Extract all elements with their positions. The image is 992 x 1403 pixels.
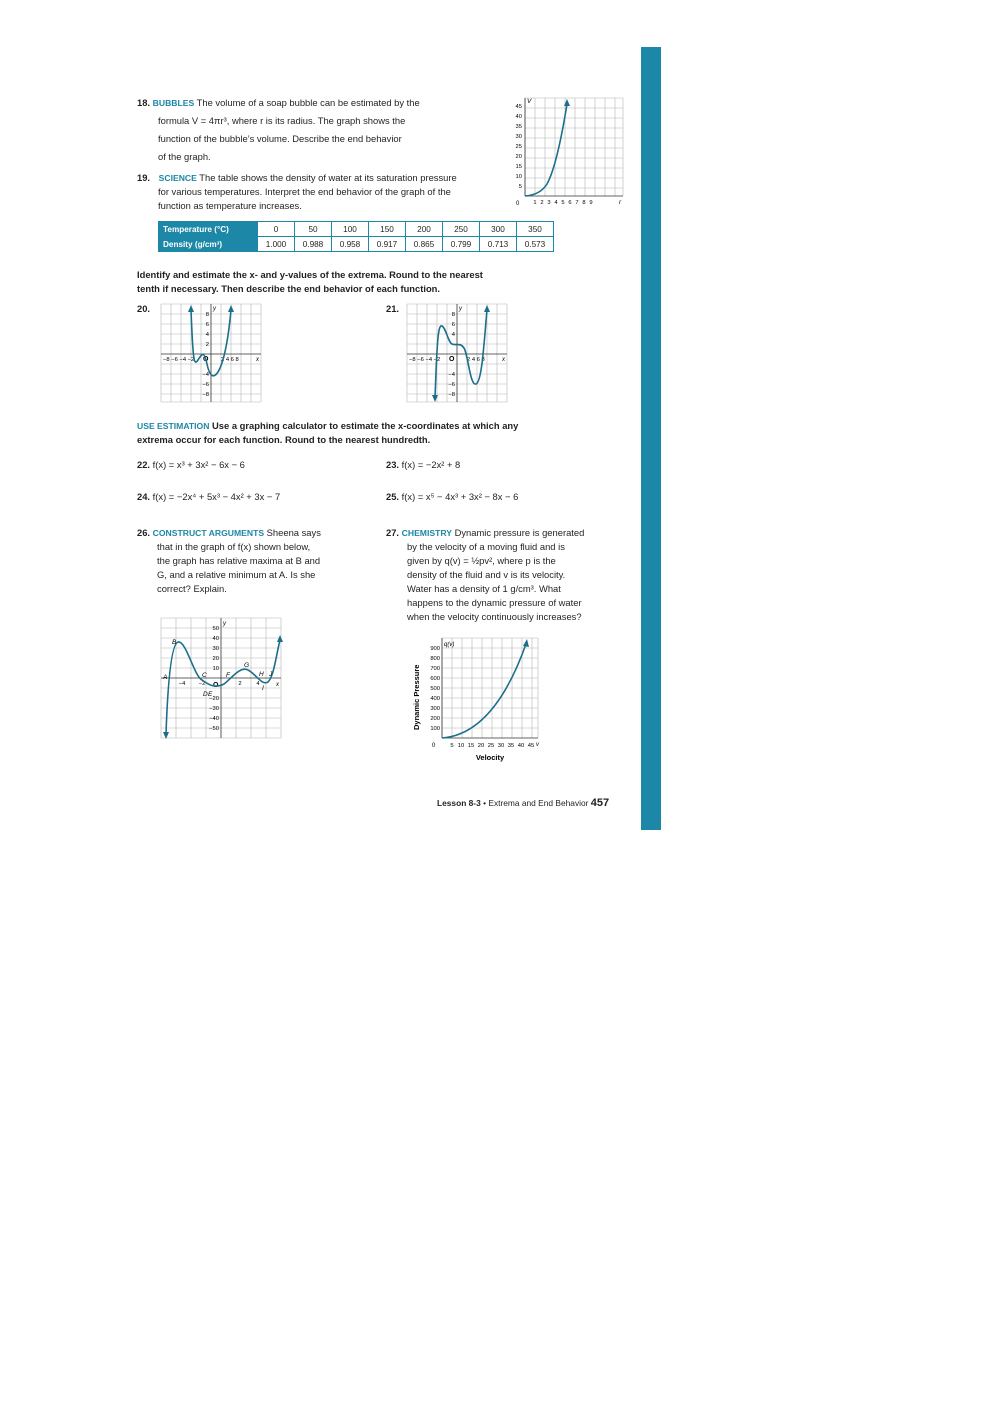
page-number: 457 <box>590 797 610 809</box>
point-label-c: C <box>202 672 207 679</box>
q21-ytick: −6 <box>448 382 455 388</box>
q18-ytick: 25 <box>515 144 522 150</box>
q21-ytick: 6 <box>451 322 455 328</box>
table-cell: 50 <box>295 222 332 237</box>
q18-ytick: 45 <box>515 104 522 110</box>
table-row-header: Temperature (°C) <box>159 222 258 237</box>
q26-ytick: −30 <box>209 706 219 712</box>
q19-text-1: The table shows the density of water at its saturation pressure <box>199 172 457 183</box>
arrow-up-icon <box>228 305 234 312</box>
table-cell: 0.713 <box>480 237 517 252</box>
table-cell: 300 <box>480 222 517 237</box>
table-cell: 350 <box>517 222 554 237</box>
instructions-line-2: tenth if necessary. Then describe the end behavior of each function. <box>137 283 441 294</box>
q27-xtick: 40 <box>517 743 525 749</box>
q18-xtick: 3 <box>547 200 551 206</box>
q27-ytick: 400 <box>430 696 440 702</box>
q27-x-title: Velocity <box>475 753 505 762</box>
q18-text-3: function of the bubble’s volume. Describe the end behavior <box>158 133 402 144</box>
q27-text-3: given by q(v) = ½pv², where p is the <box>407 555 556 566</box>
page-edge-color-bar <box>641 47 661 830</box>
q27-number: 27. <box>386 527 400 538</box>
q26-text-4: G, and a relative minimum at A. Is she <box>157 569 316 580</box>
q18-xtick: 7 <box>575 200 579 206</box>
question-27 <box>386 526 626 624</box>
q20-number: 20. <box>137 303 151 314</box>
q18-graph <box>505 96 627 208</box>
use-estimation-line-1 <box>137 419 577 433</box>
q19-text-2: for various temperatures. Interpret the end behavior of the graph of the <box>158 186 451 197</box>
q27-line-1 <box>386 526 626 540</box>
table-cell: 1.000 <box>258 237 295 252</box>
q26-text-2: that in the graph of f(x) shown below, <box>157 541 311 552</box>
q18-text-1: The volume of a soap bubble can be estimated by the <box>196 97 420 108</box>
page-footer <box>437 797 609 809</box>
q27-text-5: Water has a density of 1 g/cm³. What <box>407 583 561 594</box>
question-22 <box>137 459 245 470</box>
question-26 <box>137 526 367 596</box>
q27-ytick: 300 <box>430 706 440 712</box>
q26-ytick: 10 <box>212 666 219 672</box>
q20-ytick: 4 <box>205 332 209 338</box>
q19-line-1 <box>137 171 507 185</box>
q18-ytick: 30 <box>515 134 522 140</box>
q26-ytick: −20 <box>209 696 219 702</box>
q20-xticks-pos: 2 4 6 8 <box>221 357 239 363</box>
q23-number: 23. <box>386 459 400 470</box>
q18-y-label: V <box>527 98 532 105</box>
footer-lesson: Lesson 8-3 <box>437 798 481 808</box>
q27-ytick: 100 <box>430 726 440 732</box>
table-cell: 250 <box>443 222 480 237</box>
q18-xtick: 6 <box>568 200 572 206</box>
q20-ytick: 6 <box>205 322 209 328</box>
point-label-i: I <box>262 685 264 692</box>
q18-number: 18. <box>137 97 151 108</box>
q26-ytick: 30 <box>212 646 219 652</box>
q21-x-label: x <box>502 357 505 363</box>
q27-xtick: 45 <box>527 743 535 749</box>
footer-bullet: • <box>483 798 487 808</box>
q27-text-2: by the velocity of a moving fluid and is <box>407 541 565 552</box>
q24-expression: f(x) = −2x⁴ + 5x³ − 4x² + 3x − 7 <box>152 491 281 502</box>
table-row <box>159 222 554 237</box>
question-24 <box>137 491 280 502</box>
table-cell: 150 <box>369 222 406 237</box>
q27-graph <box>404 634 550 764</box>
q26-text-3: the graph has relative maxima at B and <box>157 555 321 566</box>
q19-text-3: function as temperature increases. <box>158 200 302 211</box>
q27-ytick: 900 <box>430 646 440 652</box>
q27-ytick: 500 <box>430 686 440 692</box>
q26-text-1: Sheena says <box>266 527 321 538</box>
q18-xtick: 4 <box>554 200 558 206</box>
table-cell: 0.988 <box>295 237 332 252</box>
question-18 <box>137 96 507 164</box>
table-cell: 0.865 <box>406 237 443 252</box>
q27-xtick: 15 <box>467 743 475 749</box>
q26-graph <box>158 616 284 740</box>
q27-xtick: 5 <box>450 743 454 749</box>
q18-ytick: 40 <box>515 114 522 120</box>
q27-xtick: 35 <box>507 743 515 749</box>
q21-graph <box>404 302 510 404</box>
q18-xtick: 2 <box>540 200 544 206</box>
point-label-h: H <box>259 671 264 678</box>
arrow-up-icon <box>484 305 490 312</box>
q21-xticks-pos: 2 4 6 8 <box>467 357 485 363</box>
table-row <box>159 237 554 252</box>
q18-text-4: of the graph. <box>158 151 211 162</box>
q21-ytick: 4 <box>451 332 455 338</box>
q26-keyword: CONSTRUCT ARGUMENTS <box>152 528 265 538</box>
use-estimation-keyword: USE ESTIMATION <box>137 421 210 431</box>
q18-ytick: 5 <box>518 184 522 190</box>
q20-x-label: x <box>256 357 259 363</box>
point-label-a: A <box>163 674 168 681</box>
q27-y-title: Dynamic Pressure <box>412 664 421 730</box>
q26-ytick: −40 <box>209 716 219 722</box>
question-19 <box>137 171 507 213</box>
q26-ytick: 50 <box>212 626 219 632</box>
q18-ytick: 15 <box>515 164 522 170</box>
q19-keyword: SCIENCE <box>158 173 197 183</box>
arrow-up-icon <box>188 305 194 312</box>
q20-ytick: −8 <box>202 392 209 398</box>
q23-expression: f(x) = −2x² + 8 <box>401 459 461 470</box>
q18-xtick: 8 <box>582 200 586 206</box>
q27-origin: 0 <box>432 743 436 749</box>
table-cell: 0.573 <box>517 237 554 252</box>
q18-ytick: 10 <box>515 174 522 180</box>
q18-xtick: 9 <box>589 200 593 206</box>
q18-xtick: 1 <box>533 200 537 206</box>
q26-ytick: 20 <box>212 656 219 662</box>
q27-xtick: 30 <box>497 743 505 749</box>
table-row-header: Density (g/cm³) <box>159 237 258 252</box>
point-label-j: J <box>269 671 273 678</box>
arrow-up-icon <box>277 635 283 642</box>
q26-line-1 <box>137 526 367 540</box>
point-label-d: D <box>203 691 208 698</box>
q27-text-6: happens to the dynamic pressure of water <box>407 597 582 608</box>
q27-ytick: 600 <box>430 676 440 682</box>
q20-ytick: −6 <box>202 382 209 388</box>
q27-text-7: when the velocity continuously increases? <box>407 611 582 622</box>
point-label-e: E <box>208 691 213 698</box>
q20-ytick: 2 <box>205 342 209 348</box>
q21-origin: O <box>449 356 455 363</box>
table-cell: 100 <box>332 222 369 237</box>
q27-ytick: 700 <box>430 666 440 672</box>
q26-xtick: −2 <box>198 681 206 687</box>
point-label-f: F <box>226 672 230 679</box>
q24-number: 24. <box>137 491 151 502</box>
arrow-up-icon <box>523 639 529 647</box>
q26-origin: O <box>213 682 219 689</box>
q27-text-1: Dynamic pressure is generated <box>454 527 585 538</box>
q27-text-4: density of the fluid and v is its velocity. <box>407 569 566 580</box>
q27-ytick: 800 <box>430 656 440 662</box>
q21-number: 21. <box>386 303 400 314</box>
q18-ytick: 35 <box>515 124 522 130</box>
question-23 <box>386 459 460 470</box>
table-cell: 0.799 <box>443 237 480 252</box>
q26-ytick: 40 <box>212 636 219 642</box>
q26-number: 26. <box>137 527 151 538</box>
q18-ytick: 20 <box>515 154 522 160</box>
q20-y-label: y <box>213 306 216 312</box>
use-estimation-text-2: extrema occur for each function. Round to the nearest hundredth. <box>137 434 431 445</box>
footer-title: Extrema and End Behavior <box>488 798 589 808</box>
q18-keyword: BUBBLES <box>152 98 195 108</box>
q26-xtick: 2 <box>238 681 242 687</box>
question-25 <box>386 491 518 502</box>
q26-text-5: correct? Explain. <box>157 583 227 594</box>
q22-number: 22. <box>137 459 151 470</box>
q27-xtick: 10 <box>457 743 465 749</box>
q18-line-1 <box>137 96 507 110</box>
q26-x-label: x <box>276 682 279 688</box>
q20-origin: O <box>203 356 209 363</box>
q26-ytick: −50 <box>209 726 219 732</box>
point-label-b: B <box>172 639 177 646</box>
q18-x-label: r <box>619 199 622 206</box>
q22-expression: f(x) = x³ + 3x² − 6x − 6 <box>152 459 245 470</box>
q21-y-label: y <box>459 306 462 312</box>
q20-graph <box>158 302 264 404</box>
q18-origin: 0 <box>516 201 520 207</box>
table-cell: 0.958 <box>332 237 369 252</box>
q20-xticks-neg: −8 −6 −4 −2 <box>163 357 195 363</box>
q21-ytick: 8 <box>451 312 455 318</box>
q26-y-label: y <box>223 621 226 627</box>
q19-number: 19. <box>137 172 151 183</box>
q25-number: 25. <box>386 491 400 502</box>
instructions-20-21 <box>137 268 557 296</box>
q21-xticks-neg: −8 −6 −4 −2 <box>409 357 441 363</box>
q27-fn-label: q(v) <box>444 642 455 648</box>
use-estimation-instructions <box>137 419 577 447</box>
q18-text-2: formula V = 4πr³, where r is its radius. The graph shows the <box>158 115 406 126</box>
q25-expression: f(x) = x⁵ − 4x³ + 3x² − 8x − 6 <box>401 491 519 502</box>
q21-ytick: −4 <box>448 372 455 378</box>
q18-xtick: 5 <box>561 200 565 206</box>
density-table <box>158 221 554 252</box>
q27-x-label: v <box>536 742 539 748</box>
use-estimation-text-1: Use a graphing calculator to estimate the x-coordinates at which any <box>212 420 519 431</box>
q21-ytick: −8 <box>448 392 455 398</box>
q27-ytick: 200 <box>430 716 440 722</box>
q27-xtick: 25 <box>487 743 495 749</box>
table-cell: 0 <box>258 222 295 237</box>
q26-xtick: −4 <box>178 681 186 687</box>
table-cell: 0.917 <box>369 237 406 252</box>
q26-xtick: 4 <box>256 681 260 687</box>
q27-keyword: CHEMISTRY <box>401 528 452 538</box>
q20-ytick: 8 <box>205 312 209 318</box>
table-cell: 200 <box>406 222 443 237</box>
q20-ytick: −4 <box>202 372 209 378</box>
point-label-g: G <box>244 662 250 669</box>
q27-xtick: 20 <box>477 743 485 749</box>
instructions-line-1: Identify and estimate the x- and y-values of the extrema. Round to the nearest <box>137 269 483 280</box>
